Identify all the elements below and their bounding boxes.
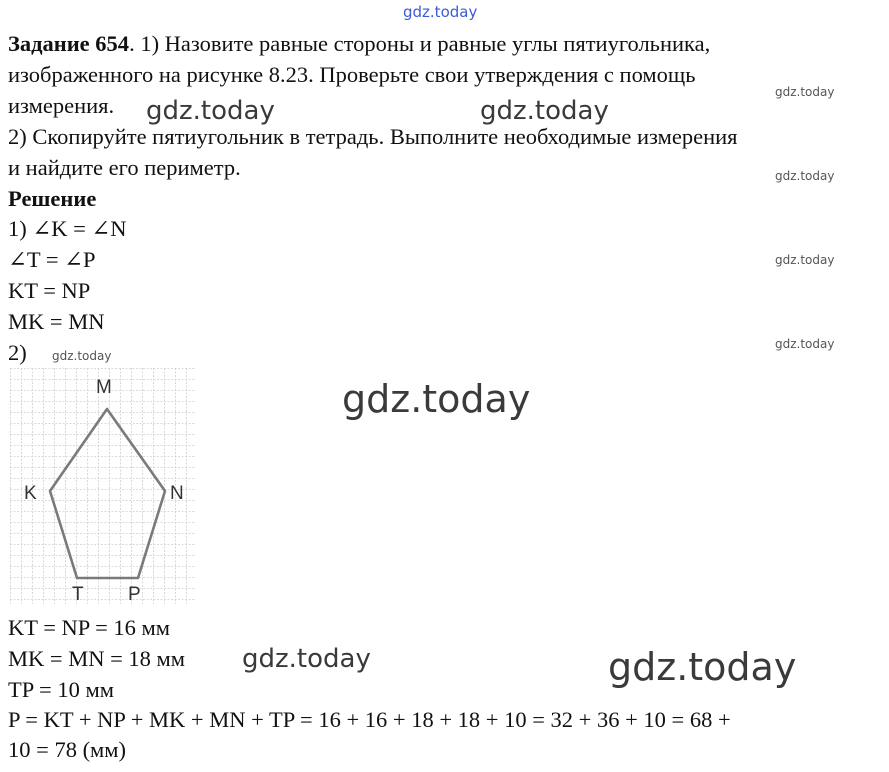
solution-line: MK = MN [8, 309, 105, 334]
vertex-label-p: P [128, 584, 141, 604]
result-line: TP = 10 мм [8, 677, 114, 702]
watermark-large-2: gdz.today [608, 645, 797, 689]
vertex-label-t: T [72, 584, 84, 604]
result-line: KT = NP = 16 мм [8, 615, 170, 640]
solution-heading: Решение [8, 186, 97, 211]
watermark-large-1: gdz.today [342, 377, 531, 421]
vertex-label-n: N [170, 483, 184, 504]
task-line-1 [8, 29, 710, 59]
solution-part2-label: 2) [8, 340, 27, 365]
watermark-medium-3: gdz.today [242, 644, 371, 674]
result-line: 10 = 78 (мм) [8, 737, 127, 762]
task-line-3: измерения. [8, 93, 115, 118]
solution-line: ∠T = ∠P [8, 247, 96, 272]
result-line: MK = MN = 18 мм [8, 646, 185, 671]
task-line-4: 2) Скопируйте пятиугольник в тетрадь. Выполните необходимые измерения [8, 124, 738, 149]
solution-line: KT = NP [8, 278, 91, 303]
grid-lines [10, 368, 196, 604]
watermark-small-4: gdz.today [775, 337, 835, 351]
task-line-5: и найдите его периметр. [8, 155, 241, 180]
watermark-small-5: gdz.today [52, 349, 112, 363]
watermark-small-2: gdz.today [775, 169, 835, 183]
watermark-small-1: gdz.today [775, 85, 835, 99]
vertex-label-m: M [96, 377, 112, 398]
task-label: Задание 654 [8, 31, 130, 56]
solution-line: 1) ∠K = ∠N [8, 216, 127, 241]
watermark-small-3: gdz.today [775, 253, 835, 267]
pentagon-figure [10, 368, 196, 604]
watermark-medium-2: gdz.today [480, 96, 609, 126]
watermark-top: gdz.today [403, 3, 478, 21]
vertex-label-k: K [24, 483, 37, 504]
result-line: P = KT + NP + MK + MN + TP = 16 + 16 + 18 + 18 + 10 = 32 + 36 + 10 = 68 + [8, 707, 731, 732]
task-line-1-text: . 1) Назовите равные стороны и равные углы пятиугольника, [129, 31, 711, 56]
watermark-medium-1: gdz.today [146, 96, 275, 126]
task-line-2: изображенного на рисунке 8.23. Проверьте свои утверждения с помощь [8, 62, 696, 87]
